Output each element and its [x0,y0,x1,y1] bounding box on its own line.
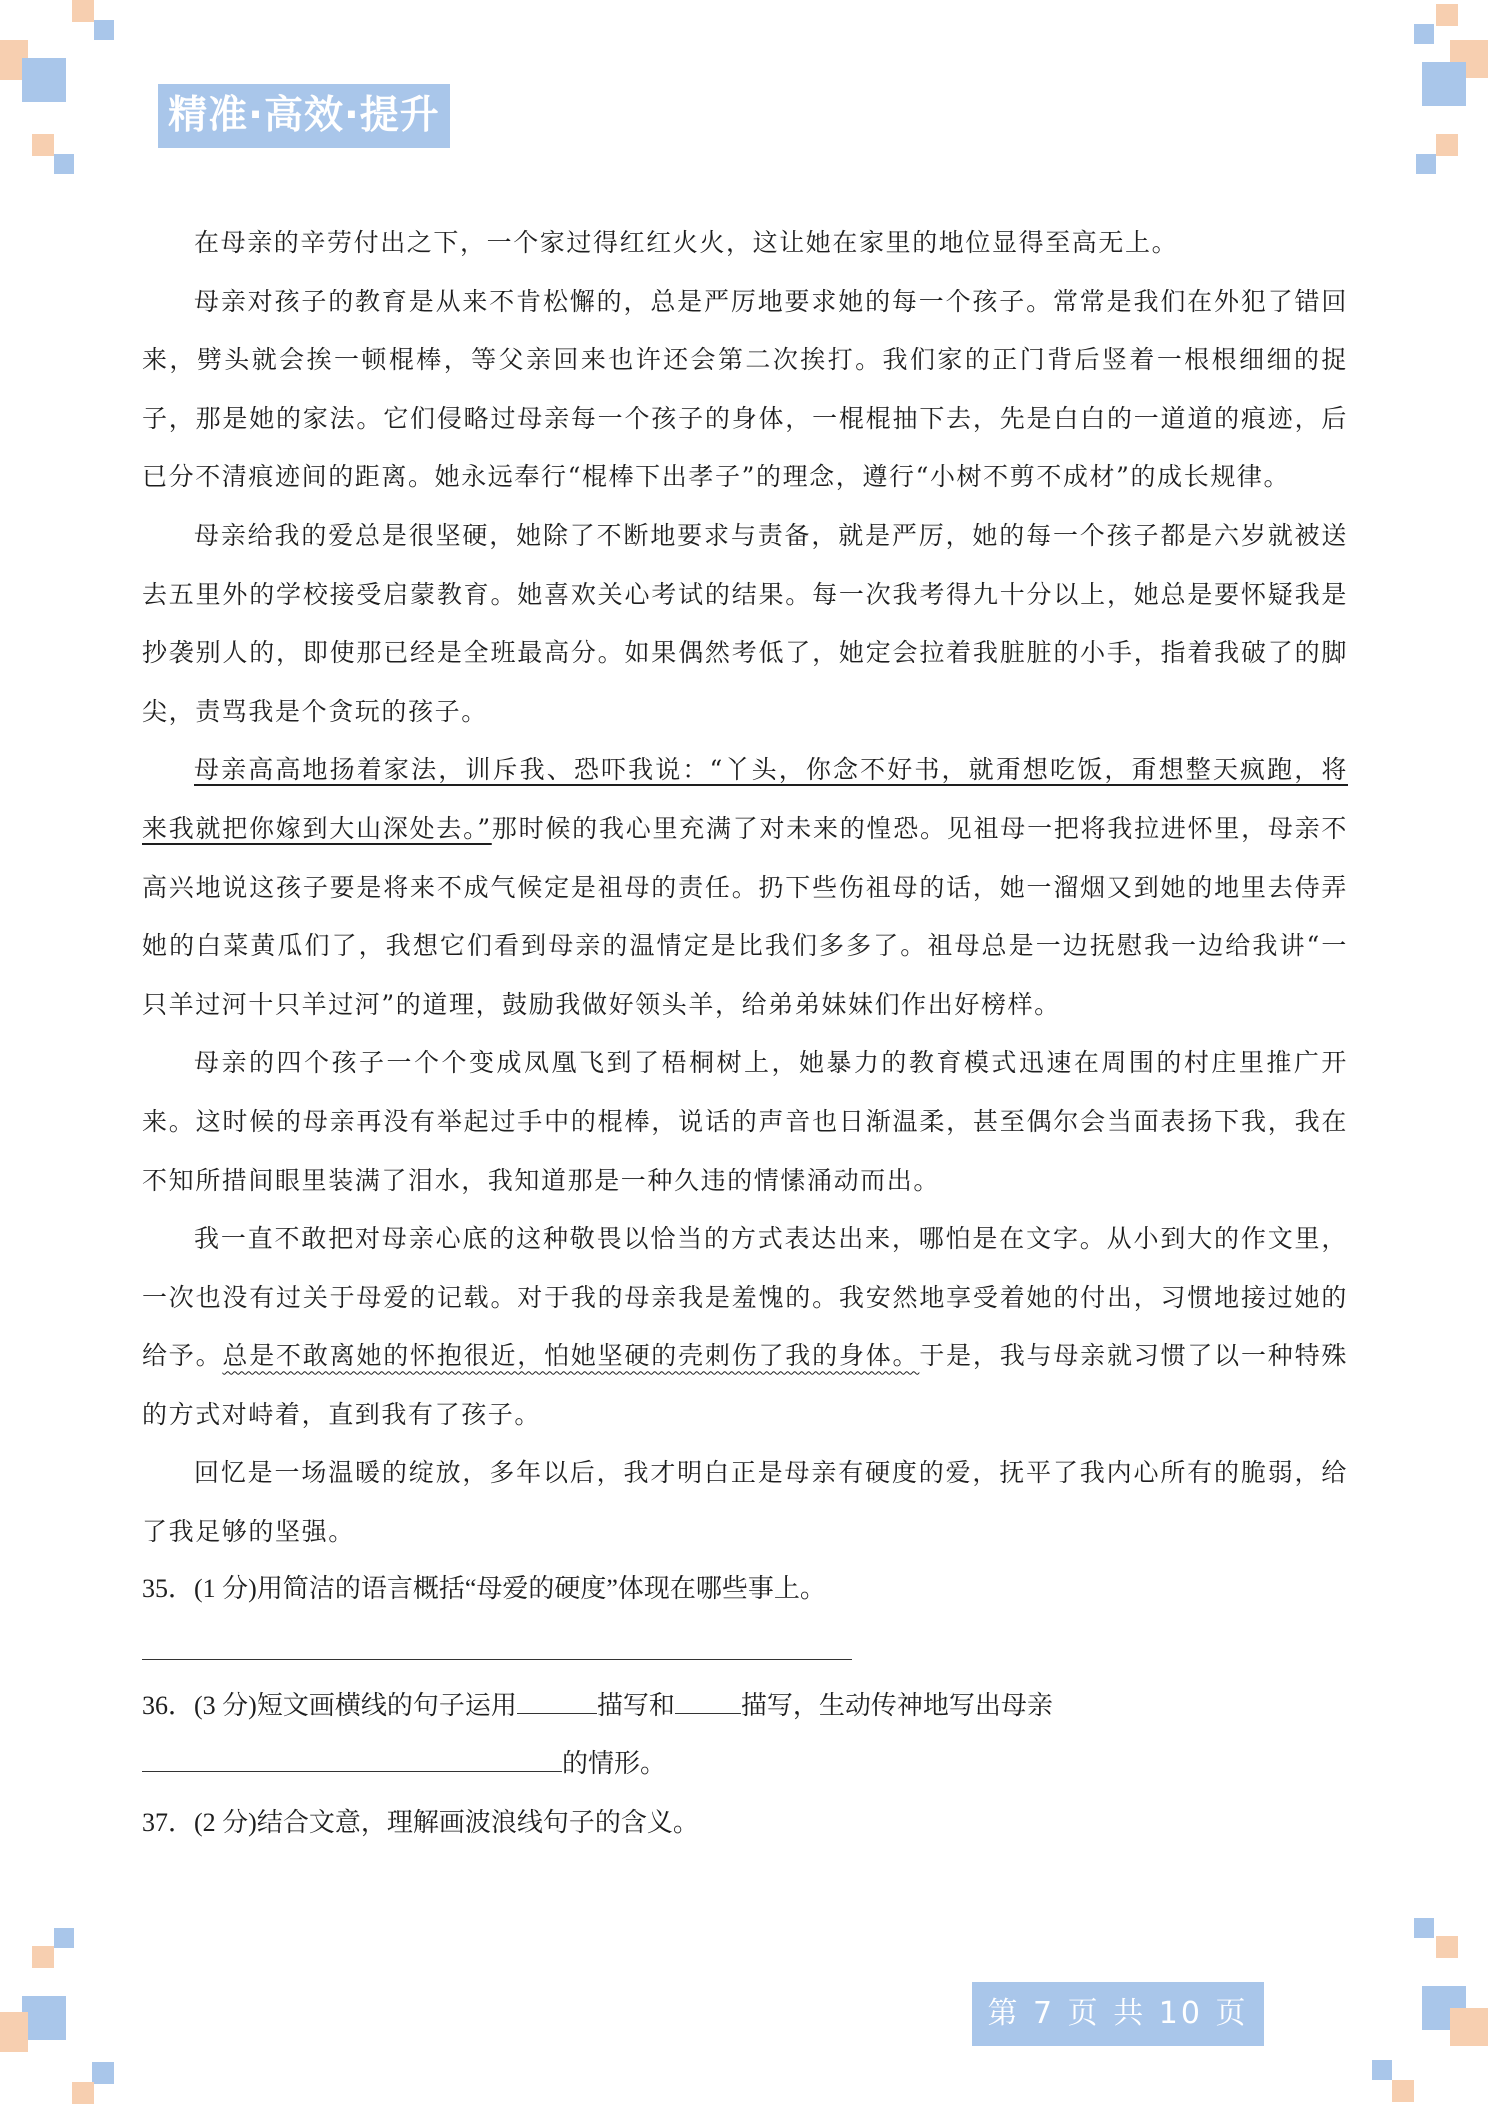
header-badge: 精准·高效·提升 [158,84,450,148]
question-37: 37．(2 分)结合文意，理解画波浪线句子的含义。 [142,1807,699,1837]
article-paragraph: 母亲对孩子的教育是从来不肯松懈的，总是严厉地要求她的每一个孩子。常常是我们在外犯了错回来，劈头就会挨一顿棍棒，等父亲回来也许还会第二次挨打。我们家的正门背后竖着一根根细细的捉子，那是她的家法。它们侵略过母亲每一个孩子的身体，一棍棍抽下去，先是白白的一道道的痕迹，后已分不清痕迹间的距离。她永远奉行“棍棒下出孝子”的理念，遵行“小树不剪不成材”的成长规律。 [142,286,1348,492]
blank-field-36-3[interactable] [142,1741,562,1772]
question-36 [142,1677,1348,1736]
question-36-text-c: 描写，生动传神地写出母亲 [740,1690,1053,1720]
question-36-line2 [142,1735,1348,1794]
question-36-text-b: 描写和 [596,1690,675,1720]
blank-field-36-1[interactable] [517,1683,597,1714]
blank-field-36-2[interactable] [675,1683,741,1714]
article-paragraph [142,1210,1348,1444]
paragraph-text: 于是，我与母亲就习惯了以一种特殊的方式对峙着，直到我有了孩子。 [142,1341,1348,1429]
question-35: 35．(1 分)用简洁的语言概括“母爱的硬度”体现在哪些事上。 [142,1574,826,1603]
page-number-badge: 第 7 页 共 10 页 [972,1982,1264,2046]
article-paragraph: 在母亲的辛劳付出之下，一个家过得红红火火，这让她在家里的地位显得至高无上。 [194,228,1179,257]
article-paragraph: 母亲给我的爱总是很坚硬，她除了不断地要求与责备，就是严厉，她的每一个孩子都是六岁就被送去五里外的学校接受启蒙教育。她喜欢关心考试的结果。每一次我考得九十分以上，她总是要怀疑我是抄袭别人的，即使那已经是全班最高分。如果偶然考低了，她定会拉着我脏脏的小手，指着我破了的脚尖，责骂我是个贪玩的孩子。 [142,520,1348,726]
article-body [142,214,1348,1562]
questions-section [142,1560,1348,1852]
wavy-underlined-sentence: 总是不敢离她的怀抱很近，怕她坚硬的壳刺伤了我的身体。 [222,1341,920,1371]
paragraph-text: 那时候的我心里充满了对未来的惶恐。见祖母一把将我拉进怀里，母亲不高兴地说这孩子要是将来不成气候定是祖母的责任。扔下些伤祖母的话，她一溜烟又到她的地里去侍弄她的白菜黄瓜们了，我想它们看到母亲的温情定是比我们多多了。祖母总是一边抚慰我一边给我讲“一只羊过河十只羊过河”的道理，鼓励我做好领头羊，给弟弟妹妹们作出好榜样。 [142,813,1349,1019]
article-paragraph: 母亲的四个孩子一个个变成凤凰飞到了梧桐树上，她暴力的教育模式迅速在周围的村庄里推广开来。这时候的母亲再没有举起过手中的棍棒，说话的声音也日渐温柔，甚至偶尔会当面表扬下我，我在不知所措间眼里装满了泪水，我知道那是一种久违的情愫涌动而出。 [142,1048,1348,1195]
underlined-sentence: 母亲高高地扬着家法，训斥我、恐吓我说：“丫头，你念不好书，就甭想吃饭，甭想整天疯跑，将来我就把你嫁到大山深处去。” [142,755,1348,843]
article-paragraph [142,741,1348,1034]
answer-line-35[interactable] [142,1619,1348,1677]
question-36-text-a: 36．(3 分)短文画横线的句子运用 [142,1690,517,1720]
article-paragraph: 回忆是一场温暖的绽放，多年以后，我才明白正是母亲有硬度的爱，抚平了我内心所有的脆弱，给了我足够的坚强。 [142,1458,1348,1547]
paragraph-text: 我一直不敢把对母亲心底的这种敬畏以恰当的方式表达出来，哪怕是在文字。从小到大的作文里，一次也没有过关于母爱的记载。对于我的母亲我是羞愧的。我安然地享受着她的付出，习惯地接过她的给予。 [142,1224,1348,1371]
question-36-text-d: 的情形。 [562,1749,667,1779]
